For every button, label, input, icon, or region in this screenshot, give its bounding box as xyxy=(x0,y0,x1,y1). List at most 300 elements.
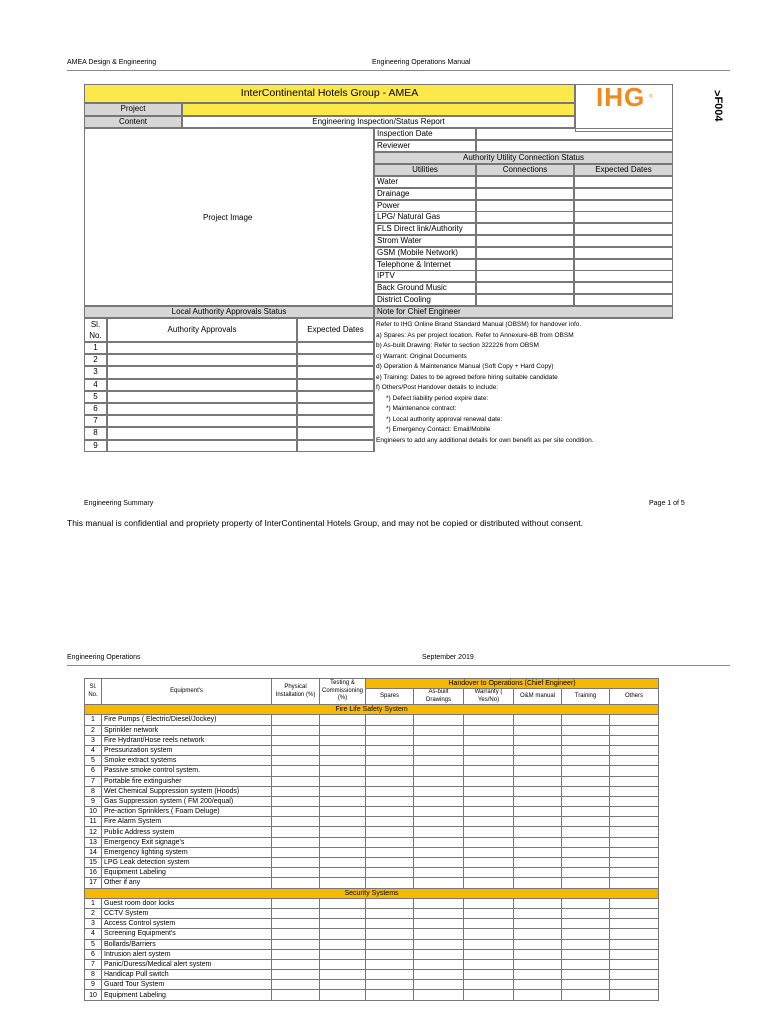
entry-cell[interactable] xyxy=(562,807,610,817)
entry-cell[interactable] xyxy=(514,908,562,918)
entry-cell[interactable] xyxy=(514,868,562,878)
entry-cell[interactable] xyxy=(610,939,659,949)
entry-cell[interactable] xyxy=(272,827,320,837)
entry-cell[interactable] xyxy=(514,796,562,806)
entry-cell[interactable] xyxy=(320,817,366,827)
entry-cell[interactable] xyxy=(610,949,659,959)
entry-cell[interactable] xyxy=(366,929,414,939)
entry-cell[interactable] xyxy=(610,725,659,735)
utility-expected-date-field[interactable] xyxy=(574,211,673,223)
entry-cell[interactable] xyxy=(610,745,659,755)
entry-cell[interactable] xyxy=(320,990,366,1000)
entry-cell[interactable] xyxy=(414,929,464,939)
entry-cell[interactable] xyxy=(464,908,514,918)
entry-cell[interactable] xyxy=(320,908,366,918)
entry-cell[interactable] xyxy=(514,959,562,969)
entry-cell[interactable] xyxy=(464,756,514,766)
entry-cell[interactable] xyxy=(610,817,659,827)
entry-cell[interactable] xyxy=(366,868,414,878)
entry-cell[interactable] xyxy=(366,776,414,786)
entry-cell[interactable] xyxy=(514,970,562,980)
entry-cell[interactable] xyxy=(414,766,464,776)
entry-cell[interactable] xyxy=(464,715,514,725)
utility-connection-field[interactable] xyxy=(476,259,574,271)
entry-cell[interactable] xyxy=(366,939,414,949)
entry-cell[interactable] xyxy=(562,959,610,969)
entry-cell[interactable] xyxy=(320,959,366,969)
entry-cell[interactable] xyxy=(514,858,562,868)
entry-cell[interactable] xyxy=(464,858,514,868)
entry-cell[interactable] xyxy=(320,837,366,847)
entry-cell[interactable] xyxy=(414,827,464,837)
page2-header-left: Engineering Operations xyxy=(67,654,141,661)
utility-expected-date-field[interactable] xyxy=(574,200,673,212)
entry-cell[interactable] xyxy=(464,807,514,817)
entry-cell[interactable] xyxy=(414,796,464,806)
approval-expected-date-field[interactable] xyxy=(297,342,374,354)
entry-cell[interactable] xyxy=(320,980,366,990)
col-spares: Spares xyxy=(366,689,414,705)
entry-cell[interactable] xyxy=(610,929,659,939)
entry-cell[interactable] xyxy=(464,980,514,990)
entry-cell[interactable] xyxy=(414,715,464,725)
utility-expected-date-field[interactable] xyxy=(574,259,673,271)
entry-cell[interactable] xyxy=(464,868,514,878)
entry-cell[interactable] xyxy=(272,786,320,796)
entry-cell[interactable] xyxy=(272,898,320,908)
equipment-name: Fire Pumps ( Electric/Diesel/Jockey) xyxy=(102,715,272,725)
entry-cell[interactable] xyxy=(414,970,464,980)
entry-cell[interactable] xyxy=(514,735,562,745)
col-training: Training xyxy=(562,689,610,705)
entry-cell[interactable] xyxy=(464,949,514,959)
entry-cell[interactable] xyxy=(272,817,320,827)
entry-cell[interactable] xyxy=(414,959,464,969)
entry-cell[interactable] xyxy=(272,908,320,918)
entry-cell[interactable] xyxy=(320,766,366,776)
entry-cell[interactable] xyxy=(464,796,514,806)
entry-cell[interactable] xyxy=(464,745,514,755)
approval-authority-field[interactable] xyxy=(107,342,297,354)
entry-cell[interactable] xyxy=(320,745,366,755)
table-row xyxy=(85,827,659,837)
utility-connection-field[interactable] xyxy=(476,200,574,212)
entry-cell[interactable] xyxy=(562,898,610,908)
approval-authority-field[interactable] xyxy=(107,440,297,452)
entry-cell[interactable] xyxy=(514,939,562,949)
inspection-date-label: Inspection Date xyxy=(374,128,476,140)
entry-cell[interactable] xyxy=(414,939,464,949)
entry-cell[interactable] xyxy=(366,970,414,980)
utility-connection-field[interactable] xyxy=(476,188,574,200)
entry-cell[interactable] xyxy=(366,766,414,776)
entry-cell[interactable] xyxy=(464,735,514,745)
entry-cell[interactable] xyxy=(414,919,464,929)
entry-cell[interactable] xyxy=(320,756,366,766)
row-number: 8 xyxy=(85,970,102,980)
notes-list xyxy=(376,320,594,446)
entry-cell[interactable] xyxy=(272,970,320,980)
entry-cell[interactable] xyxy=(610,837,659,847)
utility-connection-field[interactable] xyxy=(476,270,574,282)
entry-cell[interactable] xyxy=(414,837,464,847)
entry-cell[interactable] xyxy=(610,959,659,969)
entry-cell[interactable] xyxy=(366,878,414,888)
entry-cell[interactable] xyxy=(320,858,366,868)
entry-cell[interactable] xyxy=(610,919,659,929)
approval-expected-date-field[interactable] xyxy=(297,440,374,452)
col-asbuilt: As-built Drawings xyxy=(414,689,464,705)
entry-cell[interactable] xyxy=(610,796,659,806)
utility-connection-field[interactable] xyxy=(476,211,574,223)
entry-cell[interactable] xyxy=(514,786,562,796)
entry-cell[interactable] xyxy=(272,959,320,969)
utility-expected-date-field[interactable] xyxy=(574,247,673,259)
entry-cell[interactable] xyxy=(366,817,414,827)
entry-cell[interactable] xyxy=(610,735,659,745)
entry-cell[interactable] xyxy=(562,970,610,980)
entry-cell[interactable] xyxy=(514,980,562,990)
entry-cell[interactable] xyxy=(272,725,320,735)
entry-cell[interactable] xyxy=(272,837,320,847)
entry-cell[interactable] xyxy=(366,827,414,837)
entry-cell[interactable] xyxy=(414,898,464,908)
equipment-name: Wet Chemical Suppression system (Hoods) xyxy=(102,786,272,796)
utility-connection-field[interactable] xyxy=(476,235,574,247)
entry-cell[interactable] xyxy=(414,725,464,735)
reviewer-field[interactable] xyxy=(476,140,673,152)
entry-cell[interactable] xyxy=(320,898,366,908)
approval-authority-field[interactable] xyxy=(107,403,297,415)
utility-expected-date-field[interactable] xyxy=(574,282,673,294)
entry-cell[interactable] xyxy=(514,745,562,755)
entry-cell[interactable] xyxy=(414,858,464,868)
entry-cell[interactable] xyxy=(610,908,659,918)
equipment-name: Smoke extract systems xyxy=(102,756,272,766)
entry-cell[interactable] xyxy=(610,756,659,766)
entry-cell[interactable] xyxy=(562,817,610,827)
entry-cell[interactable] xyxy=(414,868,464,878)
entry-cell[interactable] xyxy=(464,898,514,908)
inspection-date-field[interactable] xyxy=(476,128,673,140)
entry-cell[interactable] xyxy=(514,807,562,817)
entry-cell[interactable] xyxy=(610,847,659,857)
entry-cell[interactable] xyxy=(272,796,320,806)
entry-cell[interactable] xyxy=(610,868,659,878)
entry-cell[interactable] xyxy=(366,898,414,908)
approval-expected-date-field[interactable] xyxy=(297,403,374,415)
entry-cell[interactable] xyxy=(366,796,414,806)
entry-cell[interactable] xyxy=(366,735,414,745)
entry-cell[interactable] xyxy=(320,827,366,837)
approval-number: 8 xyxy=(84,427,107,439)
approval-number: 2 xyxy=(84,354,107,366)
entry-cell[interactable] xyxy=(366,807,414,817)
entry-cell[interactable] xyxy=(414,990,464,1000)
entry-cell[interactable] xyxy=(464,847,514,857)
entry-cell[interactable] xyxy=(414,980,464,990)
utility-name: Telephone & Internet xyxy=(374,259,476,271)
entry-cell[interactable] xyxy=(366,745,414,755)
approval-number: 9 xyxy=(84,440,107,452)
entry-cell[interactable] xyxy=(414,745,464,755)
entry-cell[interactable] xyxy=(272,715,320,725)
approval-expected-date-field[interactable] xyxy=(297,366,374,378)
entry-cell[interactable] xyxy=(514,847,562,857)
entry-cell[interactable] xyxy=(414,908,464,918)
entry-cell[interactable] xyxy=(414,807,464,817)
entry-cell[interactable] xyxy=(610,827,659,837)
entry-cell[interactable] xyxy=(464,786,514,796)
entry-cell[interactable] xyxy=(514,929,562,939)
entry-cell[interactable] xyxy=(562,735,610,745)
utility-expected-date-field[interactable] xyxy=(574,176,673,188)
entry-cell[interactable] xyxy=(562,939,610,949)
handover-title: Handover to Operations (Chief Engineer) xyxy=(366,679,659,689)
entry-cell[interactable] xyxy=(562,868,610,878)
table-row xyxy=(85,929,659,939)
entry-cell[interactable] xyxy=(562,878,610,888)
entry-cell[interactable] xyxy=(514,725,562,735)
entry-cell[interactable] xyxy=(514,715,562,725)
entry-cell[interactable] xyxy=(272,949,320,959)
utility-expected-date-field[interactable] xyxy=(574,270,673,282)
reviewer-label: Reviewer xyxy=(374,140,476,152)
entry-cell[interactable] xyxy=(366,847,414,857)
entry-cell[interactable] xyxy=(562,847,610,857)
table-row xyxy=(85,796,659,806)
entry-cell[interactable] xyxy=(514,837,562,847)
entry-cell[interactable] xyxy=(514,898,562,908)
entry-cell[interactable] xyxy=(464,827,514,837)
entry-cell[interactable] xyxy=(272,735,320,745)
entry-cell[interactable] xyxy=(464,919,514,929)
entry-cell[interactable] xyxy=(464,878,514,888)
entry-cell[interactable] xyxy=(610,715,659,725)
row-number: 6 xyxy=(85,766,102,776)
note-line: *) Emergency Contact: Email/Mobile xyxy=(386,426,491,433)
note-line: d) Operation & Maintenance Manual (Soft Copy + Hard Copy) xyxy=(376,363,554,370)
utility-name: GSM (Mobile Network) xyxy=(374,247,476,259)
entry-cell[interactable] xyxy=(320,929,366,939)
entry-cell[interactable] xyxy=(464,837,514,847)
note-line: *) Maintenance contract: xyxy=(386,405,457,412)
entry-cell[interactable] xyxy=(320,878,366,888)
entry-cell[interactable] xyxy=(610,807,659,817)
row-number: 12 xyxy=(85,827,102,837)
entry-cell[interactable] xyxy=(320,949,366,959)
entry-cell[interactable] xyxy=(464,970,514,980)
entry-cell[interactable] xyxy=(272,939,320,949)
approval-authority-field[interactable] xyxy=(107,415,297,427)
entry-cell[interactable] xyxy=(320,735,366,745)
entry-cell[interactable] xyxy=(610,970,659,980)
equipment-name: Sprinkler network xyxy=(102,725,272,735)
approval-expected-date-field[interactable] xyxy=(297,391,374,403)
equipment-name: Screening Equipment's xyxy=(102,929,272,939)
entry-cell[interactable] xyxy=(366,725,414,735)
entry-cell[interactable] xyxy=(272,776,320,786)
entry-cell[interactable] xyxy=(320,807,366,817)
entry-cell[interactable] xyxy=(366,858,414,868)
entry-cell[interactable] xyxy=(272,868,320,878)
utility-connection-field[interactable] xyxy=(476,176,574,188)
entry-cell[interactable] xyxy=(562,756,610,766)
entry-cell[interactable] xyxy=(562,908,610,918)
entry-cell[interactable] xyxy=(464,817,514,827)
entry-cell[interactable] xyxy=(320,970,366,980)
entry-cell[interactable] xyxy=(414,735,464,745)
entry-cell[interactable] xyxy=(514,827,562,837)
entry-cell[interactable] xyxy=(414,756,464,766)
entry-cell[interactable] xyxy=(464,766,514,776)
entry-cell[interactable] xyxy=(464,939,514,949)
entry-cell[interactable] xyxy=(272,807,320,817)
entry-cell[interactable] xyxy=(320,725,366,735)
entry-cell[interactable] xyxy=(514,949,562,959)
entry-cell[interactable] xyxy=(610,786,659,796)
entry-cell[interactable] xyxy=(562,745,610,755)
entry-cell[interactable] xyxy=(366,949,414,959)
entry-cell[interactable] xyxy=(272,990,320,1000)
entry-cell[interactable] xyxy=(320,786,366,796)
utility-connection-field[interactable] xyxy=(476,282,574,294)
entry-cell[interactable] xyxy=(610,980,659,990)
entry-cell[interactable] xyxy=(320,796,366,806)
col-warranty: Warranty ( Yes/No) xyxy=(464,689,514,705)
approval-expected-date-field[interactable] xyxy=(297,354,374,366)
entry-cell[interactable] xyxy=(514,919,562,929)
entry-cell[interactable] xyxy=(272,980,320,990)
entry-cell[interactable] xyxy=(562,827,610,837)
row-number: 6 xyxy=(85,949,102,959)
entry-cell[interactable] xyxy=(464,776,514,786)
entry-cell[interactable] xyxy=(366,715,414,725)
table-row xyxy=(85,766,659,776)
row-number: 11 xyxy=(85,817,102,827)
entry-cell[interactable] xyxy=(464,929,514,939)
entry-cell[interactable] xyxy=(562,766,610,776)
approval-expected-date-field[interactable] xyxy=(297,427,374,439)
entry-cell[interactable] xyxy=(514,776,562,786)
utility-expected-date-field[interactable] xyxy=(574,235,673,247)
entry-cell[interactable] xyxy=(414,847,464,857)
row-number: 8 xyxy=(85,786,102,796)
entry-cell[interactable] xyxy=(464,959,514,969)
utility-expected-date-field[interactable] xyxy=(574,294,673,306)
entry-cell[interactable] xyxy=(414,878,464,888)
utility-connection-field[interactable] xyxy=(476,247,574,259)
entry-cell[interactable] xyxy=(562,990,610,1000)
entry-cell[interactable] xyxy=(366,919,414,929)
entry-cell[interactable] xyxy=(320,939,366,949)
approval-authority-field[interactable] xyxy=(107,391,297,403)
entry-cell[interactable] xyxy=(610,776,659,786)
project-field[interactable] xyxy=(182,103,575,116)
entry-cell[interactable] xyxy=(272,745,320,755)
entry-cell[interactable] xyxy=(366,959,414,969)
utility-expected-date-field[interactable] xyxy=(574,223,673,235)
entry-cell[interactable] xyxy=(320,868,366,878)
entry-cell[interactable] xyxy=(414,786,464,796)
approval-authority-field[interactable] xyxy=(107,366,297,378)
table-row xyxy=(85,725,659,735)
entry-cell[interactable] xyxy=(366,990,414,1000)
entry-cell[interactable] xyxy=(414,776,464,786)
entry-cell[interactable] xyxy=(562,929,610,939)
entry-cell[interactable] xyxy=(320,776,366,786)
utility-connection-field[interactable] xyxy=(476,294,574,306)
approval-authority-field[interactable] xyxy=(107,379,297,391)
entry-cell[interactable] xyxy=(514,817,562,827)
entry-cell[interactable] xyxy=(610,878,659,888)
entry-cell[interactable] xyxy=(366,837,414,847)
table-row xyxy=(85,878,659,888)
entry-cell[interactable] xyxy=(464,990,514,1000)
entry-cell[interactable] xyxy=(366,756,414,766)
entry-cell[interactable] xyxy=(366,980,414,990)
entry-cell[interactable] xyxy=(562,949,610,959)
entry-cell[interactable] xyxy=(562,837,610,847)
entry-cell[interactable] xyxy=(562,858,610,868)
equipment-name: Passive smoke control system. xyxy=(102,766,272,776)
approval-expected-date-field[interactable] xyxy=(297,379,374,391)
entry-cell[interactable] xyxy=(514,990,562,1000)
approval-authority-field[interactable] xyxy=(107,354,297,366)
entry-cell[interactable] xyxy=(562,776,610,786)
entry-cell[interactable] xyxy=(610,990,659,1000)
entry-cell[interactable] xyxy=(272,766,320,776)
entry-cell[interactable] xyxy=(562,919,610,929)
equipment-name: Fire Alarm System xyxy=(102,817,272,827)
row-number: 5 xyxy=(85,756,102,766)
entry-cell[interactable] xyxy=(272,858,320,868)
entry-cell[interactable] xyxy=(514,756,562,766)
entry-cell[interactable] xyxy=(272,929,320,939)
entry-cell[interactable] xyxy=(320,847,366,857)
project-image-box[interactable] xyxy=(84,128,374,306)
entry-cell[interactable] xyxy=(562,796,610,806)
entry-cell[interactable] xyxy=(272,847,320,857)
entry-cell[interactable] xyxy=(610,858,659,868)
entry-cell[interactable] xyxy=(414,817,464,827)
entry-cell[interactable] xyxy=(514,766,562,776)
entry-cell[interactable] xyxy=(366,786,414,796)
entry-cell[interactable] xyxy=(562,725,610,735)
entry-cell[interactable] xyxy=(272,919,320,929)
entry-cell[interactable] xyxy=(366,908,414,918)
entry-cell[interactable] xyxy=(272,756,320,766)
entry-cell[interactable] xyxy=(562,715,610,725)
entry-cell[interactable] xyxy=(514,878,562,888)
entry-cell[interactable] xyxy=(562,786,610,796)
approval-authority-field[interactable] xyxy=(107,427,297,439)
entry-cell[interactable] xyxy=(414,949,464,959)
row-number: 17 xyxy=(85,878,102,888)
equipment-table xyxy=(84,678,659,1001)
utility-connection-field[interactable] xyxy=(476,223,574,235)
entry-cell[interactable] xyxy=(464,725,514,735)
entry-cell[interactable] xyxy=(272,878,320,888)
entry-cell[interactable] xyxy=(610,766,659,776)
approval-expected-date-field[interactable] xyxy=(297,415,374,427)
entry-cell[interactable] xyxy=(320,919,366,929)
entry-cell[interactable] xyxy=(562,980,610,990)
note-line: b) As-built Drawing: Refer to section 322226 from OBSM xyxy=(376,342,539,349)
entry-cell[interactable] xyxy=(320,715,366,725)
entry-cell[interactable] xyxy=(610,898,659,908)
utility-expected-date-field[interactable] xyxy=(574,188,673,200)
